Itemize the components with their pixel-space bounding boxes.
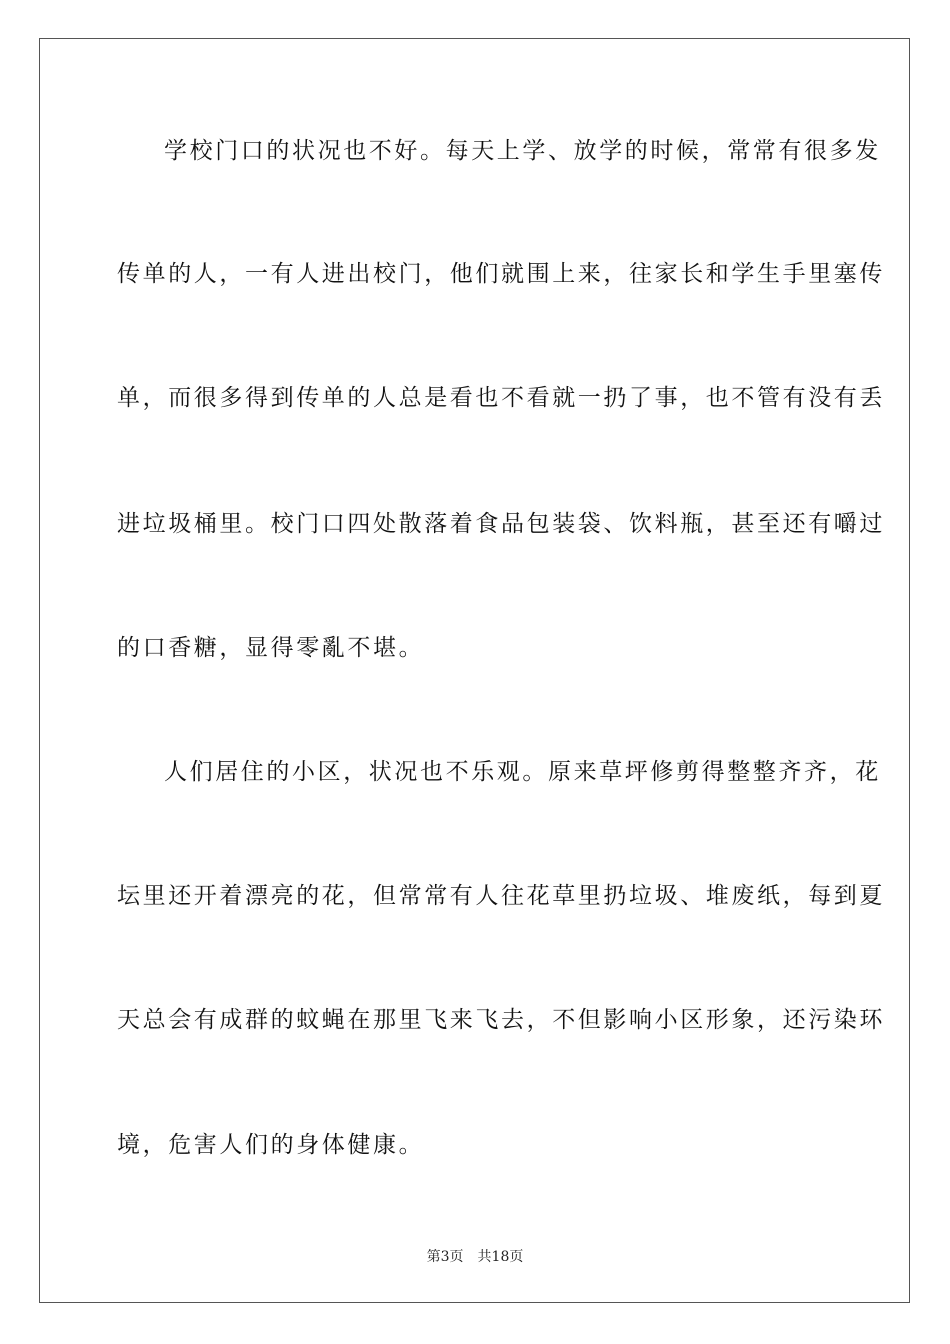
page-total: 共18页	[477, 1249, 524, 1265]
paragraph-2-line-2: 坛里还开着漂亮的花，但常常有人往花草里扔垃圾、堆废纸，每到夏	[117, 883, 885, 909]
paragraph-1-line-1: 学校门口的状况也不好。每天上学、放学的时候，常常有很多发	[164, 138, 881, 164]
page-number: 第3页	[426, 1249, 464, 1265]
page-border	[39, 38, 910, 1303]
paragraph-1-line-3: 单，而很多得到传单的人总是看也不看就一扔了事，也不管有没有丢	[117, 385, 885, 411]
paragraph-1-line-2: 传单的人，一有人进出校门，他们就围上来，往家长和学生手里塞传	[117, 261, 885, 287]
paragraph-1-line-4: 进垃圾桶里。校门口四处散落着食品包装袋、饮料瓶，甚至还有嚼过	[117, 511, 885, 537]
paragraph-1-line-5: 的口香糖，显得零亂不堪。	[117, 635, 425, 661]
paragraph-2-line-3: 天总会有成群的蚊蝇在那里飞来飞去，不但影响小区形象，还污染环	[117, 1007, 885, 1033]
paragraph-2-line-1: 人们居住的小区，状况也不乐观。原来草坪修剪得整整齐齐，花	[164, 759, 881, 785]
page-footer	[0, 1247, 950, 1267]
paragraph-2-line-4: 境，危害人们的身体健康。	[117, 1132, 425, 1158]
